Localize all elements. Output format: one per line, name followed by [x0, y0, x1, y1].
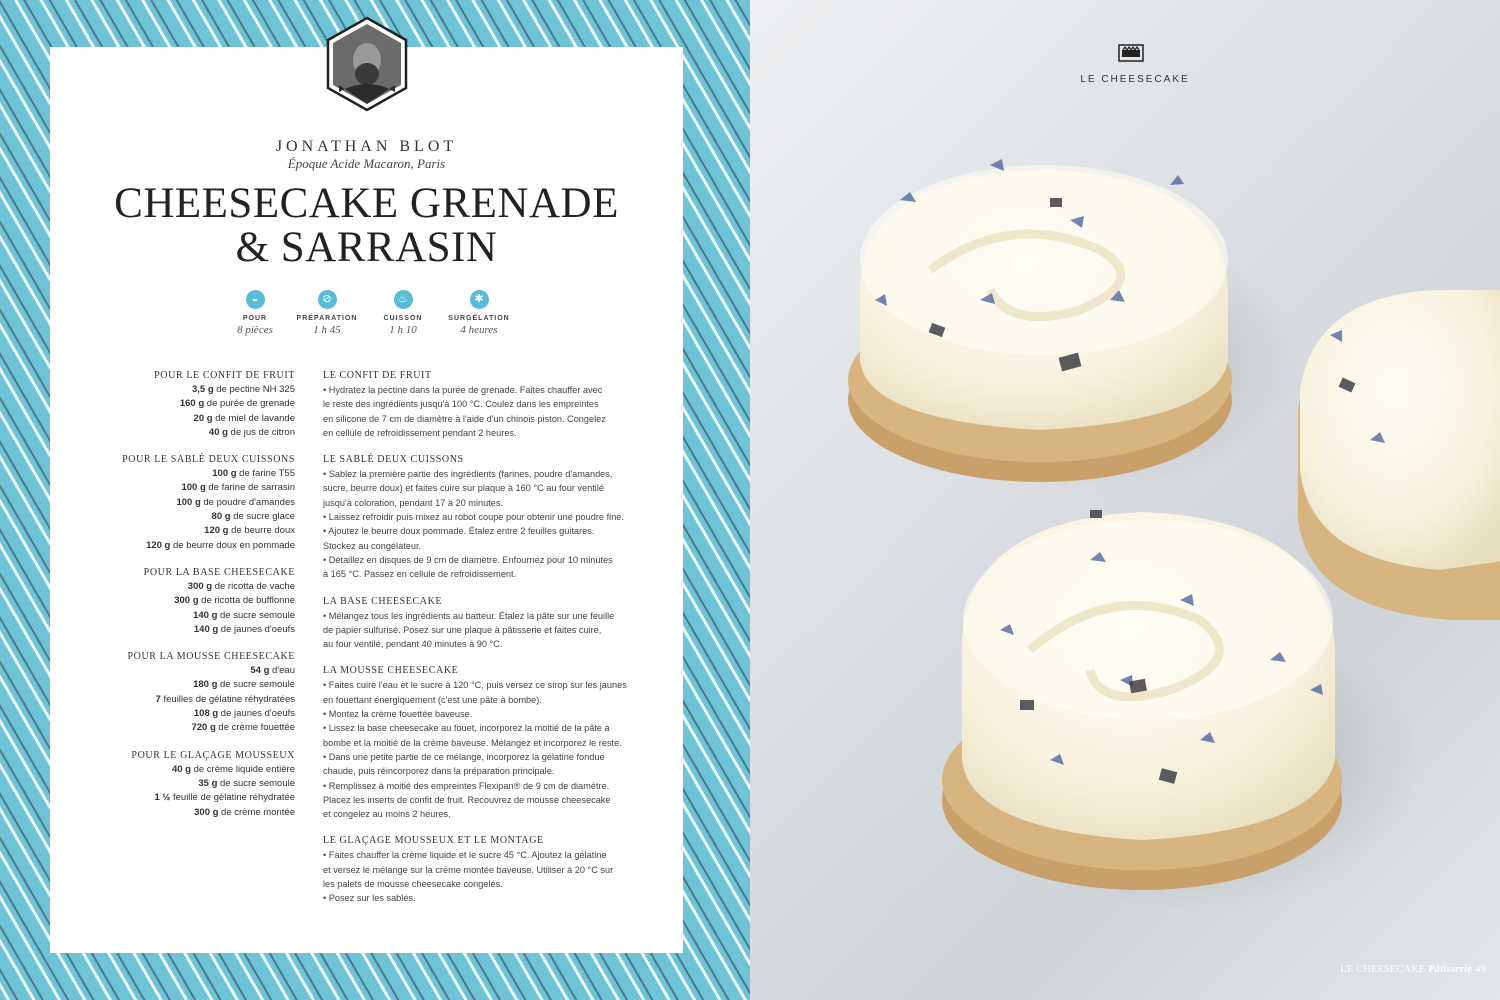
ingredient-text: de crème montée — [218, 806, 295, 818]
ingredient-line — [100, 426, 295, 440]
ingredient-text: de farine T55 — [236, 468, 295, 480]
ingredient-text: de purée de grenade — [204, 398, 295, 410]
step-line: chaude, puis réincorporez dans la préparation principale. — [323, 766, 555, 777]
ingredient-line — [100, 496, 295, 510]
ingredient-text: de ricotta de vache — [212, 580, 295, 592]
step-line: Placez les inserts de confit de fruit. Recouvrez de mousse cheesecake — [323, 794, 611, 805]
step-line: • Détaillez en disques de 9 cm de diamètre. Enfournez pour 10 minutes — [323, 554, 613, 565]
step-group — [323, 369, 673, 440]
whisk-icon: ⊘ — [318, 290, 337, 309]
ingredient-quantity: 300 g — [174, 595, 199, 607]
step-group-title: LE SABLÉ DEUX CUISSONS — [323, 454, 464, 466]
step-line: • Dans une petite partie de ce mélange, incorporez la gélatine fondue — [323, 751, 605, 762]
ingredient-quantity: 40 g — [171, 763, 191, 775]
stat-value: 1 h 10 — [389, 324, 417, 336]
ingredient-line — [100, 664, 295, 678]
step-line: • Sablez la première partie des ingrédients (farines, poudre d'amandes, — [323, 469, 613, 480]
ingredient-quantity: 120 g — [204, 525, 229, 537]
ingredient-text: de farine de sarrasin — [205, 482, 295, 494]
step-line: • Remplissez à moitié des empreintes Flexipan® de 9 cm de diamètre. — [323, 780, 610, 791]
step-line: • Mélangez tous les ingrédients au batteur. Étalez la pâte sur une feuille — [323, 610, 615, 621]
ingredient-text: de ricotta de bufflonne — [198, 595, 295, 607]
ingredient-quantity: 140 g — [193, 609, 218, 621]
ingredient-quantity: 300 g — [194, 806, 219, 818]
ingredient-line — [100, 609, 295, 623]
step-line: et congelez au moins 2 heures. — [323, 809, 451, 820]
section-label: LE CHEESECAKE — [1080, 74, 1190, 85]
ingredient-text: de jus de citron — [227, 426, 295, 438]
right-page — [750, 0, 1500, 1000]
step-group — [323, 595, 673, 652]
ingredient-quantity: 180 g — [193, 679, 218, 691]
bowl-icon: ◒ — [246, 290, 265, 309]
step-line: et versez le mélange sur la crème montée baveuse. Utiliser à 20 °C sur — [323, 864, 614, 875]
ingredient-group — [100, 566, 295, 637]
ingredient-line — [100, 594, 295, 608]
ingredient-group — [100, 453, 295, 553]
ingredient-quantity: 7 — [155, 693, 161, 705]
ingredient-line — [100, 623, 295, 637]
ingredient-text: de pectine NH 325 — [213, 384, 295, 395]
ingredient-quantity: 40 g — [208, 426, 228, 438]
ingredient-text: de beurre doux en pommade — [170, 539, 295, 551]
ingredient-group-title: POUR LE SABLÉ DEUX CUISSONS — [122, 454, 295, 466]
chef-portrait — [325, 16, 409, 112]
step-group-title: LA MOUSSE CHEESECAKE — [323, 665, 459, 677]
ingredient-quantity: 100 g — [212, 468, 237, 480]
ingredient-quantity: 3,5 g — [192, 384, 214, 395]
ingredient-line — [100, 707, 295, 721]
ingredient-text: de miel de lavande — [212, 412, 295, 424]
footer-section: LE CHEESECAKE — [1340, 964, 1426, 975]
ingredient-quantity: 720 g — [191, 722, 216, 734]
stat-label: PRÉPARATION — [296, 315, 358, 322]
step-line: • Hydratez la pectine dans la purée de grenade. Faites chauffer avec — [323, 385, 603, 395]
ingredients-column — [100, 369, 295, 833]
ingredient-text: de poudre d'amandes — [200, 496, 295, 508]
step-line: • Lissez la base cheesecake au fouet, incorporez la moitié de la pâte à — [323, 723, 610, 734]
ingredient-group-title: POUR LA BASE CHEESECAKE — [143, 566, 295, 578]
step-line: • Ajoutez le beurre doux pommade. Étalez entre 2 feuilles guitares. — [323, 526, 595, 537]
ingredient-group-title: POUR LE GLAÇAGE MOUSSEUX — [131, 749, 295, 761]
step-line: de papier sulfurisé. Posez sur une plaque à pâtisserie et faites cuire, — [323, 624, 602, 635]
ingredient-line — [100, 721, 295, 735]
page-footer — [1340, 964, 1486, 975]
ingredient-text: de sucre semoule — [217, 777, 295, 789]
ingredient-quantity: 160 g — [179, 398, 205, 410]
step-group-title: LE CONFIT DE FRUIT — [323, 370, 432, 381]
stat-label: SURGÉLATION — [448, 315, 510, 322]
step-line: en cellule de refroidissement pendant 2 heures. — [323, 427, 517, 438]
ingredient-text: de sucre semoule — [217, 679, 295, 691]
stat-preparation — [287, 290, 367, 336]
stat-value: 1 h 45 — [313, 324, 341, 336]
stat-label: POUR — [242, 315, 268, 322]
ingredient-group — [100, 749, 295, 820]
ingredient-line — [100, 580, 295, 594]
ingredient-line — [100, 397, 295, 411]
stat-freezing — [439, 290, 519, 336]
ingredient-text: de sucre semoule — [217, 609, 295, 621]
ingredient-quantity: 140 g — [193, 623, 219, 635]
ingredient-quantity: 300 g — [187, 580, 213, 592]
ingredient-line — [100, 693, 295, 707]
ingredient-text: de jaunes d'oeufs — [218, 623, 295, 635]
steps-column — [323, 369, 673, 919]
ingredient-quantity: 1 ½ — [154, 792, 171, 804]
step-group — [323, 453, 673, 581]
step-line: en silicone de 7 cm de diamètre à l'aide d'un chinois piston. Congelez — [323, 413, 606, 424]
step-line: en fouettant énergiquement (c'est une pâte à bombe). — [323, 694, 542, 705]
ingredient-line — [100, 777, 295, 791]
chef-name: JONATHAN BLOT — [275, 138, 458, 155]
stat-cooking — [363, 290, 443, 336]
ingredient-text: feuilles de gélatine réhydratées — [160, 693, 295, 705]
ingredient-quantity: 100 g — [181, 482, 206, 494]
step-line: Stockez au congélateur. — [323, 540, 422, 551]
ingredient-quantity: 54 g — [250, 665, 270, 677]
step-line: les palets de mousse cheesecake congelés. — [323, 879, 503, 890]
ingredient-group-title: POUR LA MOUSSE CHEESECAKE — [127, 651, 295, 663]
ingredient-line — [100, 806, 295, 820]
ingredient-line — [100, 510, 295, 524]
ingredient-quantity: 100 g — [176, 496, 201, 508]
stat-servings — [215, 290, 295, 336]
step-line: • Laissez refroidir puis mixez au robot coupe pour obtenir une poudre fine. — [323, 512, 624, 523]
ingredient-group-title: POUR LE CONFIT DE FRUIT — [154, 370, 295, 381]
stat-label: CUISSON — [383, 315, 423, 322]
stat-value: 8 pièces — [237, 324, 273, 336]
cheesecake-photo — [750, 0, 1500, 1000]
ingredient-text: de jaunes d'oeufs — [218, 708, 295, 720]
ingredient-text: de beurre doux — [228, 525, 295, 537]
ingredient-quantity: 20 g — [193, 412, 213, 424]
step-line: au four ventilé, pendant 40 minutes à 90 °C. — [323, 639, 503, 650]
step-line: • Posez sur les sablés. — [323, 893, 416, 904]
ingredient-line — [100, 524, 295, 538]
recipe-title — [50, 182, 683, 270]
snowflake-icon: ✱ — [470, 290, 489, 309]
ingredient-quantity: 35 g — [198, 777, 218, 789]
flame-icon: ♨ — [394, 290, 413, 309]
ingredient-text: de sucre glace — [230, 511, 295, 523]
step-group-title: LA BASE CHEESECAKE — [323, 595, 443, 607]
cake-slice-icon — [1118, 44, 1144, 62]
step-line: à 165 °C. Passez en cellule de refroidissement. — [323, 569, 517, 580]
recipe-stats — [225, 290, 525, 345]
ingredient-line — [100, 467, 295, 481]
ingredient-line — [100, 383, 295, 397]
footer-page-number: 49 — [1475, 964, 1486, 975]
recipe-title-line2: & SARRASIN — [235, 224, 498, 271]
ingredient-text: d'eau — [269, 665, 295, 677]
ingredient-text: de crème liquide entière — [190, 763, 295, 775]
step-line: • Montez la crème fouettée baveuse. — [323, 709, 473, 720]
step-line: • Faites cuire l'eau et le sucre à 120 °C, puis versez ce sirop sur les jaunes — [323, 680, 627, 691]
step-line: sucre, beurre doux) et faites cuire sur plaque à 160 °C au four ventilé — [323, 483, 604, 494]
ingredient-quantity: 120 g — [146, 539, 171, 551]
ingredient-quantity: 108 g — [193, 708, 219, 720]
ingredient-text: feuille de gélatine réhydratée — [170, 792, 295, 804]
footer-brand: Pâtisserie — [1428, 964, 1473, 975]
step-group-title: LE GLAÇAGE MOUSSEUX ET LE MONTAGE — [323, 835, 544, 847]
chef-place: Époque Acide Macaron, Paris — [287, 156, 446, 171]
ingredient-text: de crème fouettée — [215, 722, 295, 734]
ingredient-line — [100, 791, 295, 805]
step-group — [323, 664, 673, 821]
ingredient-line — [100, 539, 295, 553]
ingredient-line — [100, 481, 295, 495]
ingredient-group — [100, 369, 295, 440]
step-line: • Faites chauffer la crème liquide et le sucre 45 °C. Ajoutez la gélatine — [323, 850, 607, 861]
step-line: jusqu'à coloration, pendant 17 à 20 minutes. — [323, 497, 504, 508]
step-line: bombe et la moitié de la crème baveuse. Mélangez et incorporez le reste. — [323, 737, 622, 748]
stat-value: 4 heures — [460, 324, 498, 336]
ingredient-quantity: 80 g — [211, 511, 231, 523]
step-line: le reste des ingrédients jusqu'à 100 °C. Coulez dans les empreintes — [323, 399, 599, 410]
step-group — [323, 834, 673, 905]
ingredient-line — [100, 412, 295, 426]
ingredient-line — [100, 678, 295, 692]
recipe-title-line1: CHEESECAKE GRENADE — [114, 180, 619, 227]
ingredient-group — [100, 650, 295, 735]
ingredient-line — [100, 763, 295, 777]
